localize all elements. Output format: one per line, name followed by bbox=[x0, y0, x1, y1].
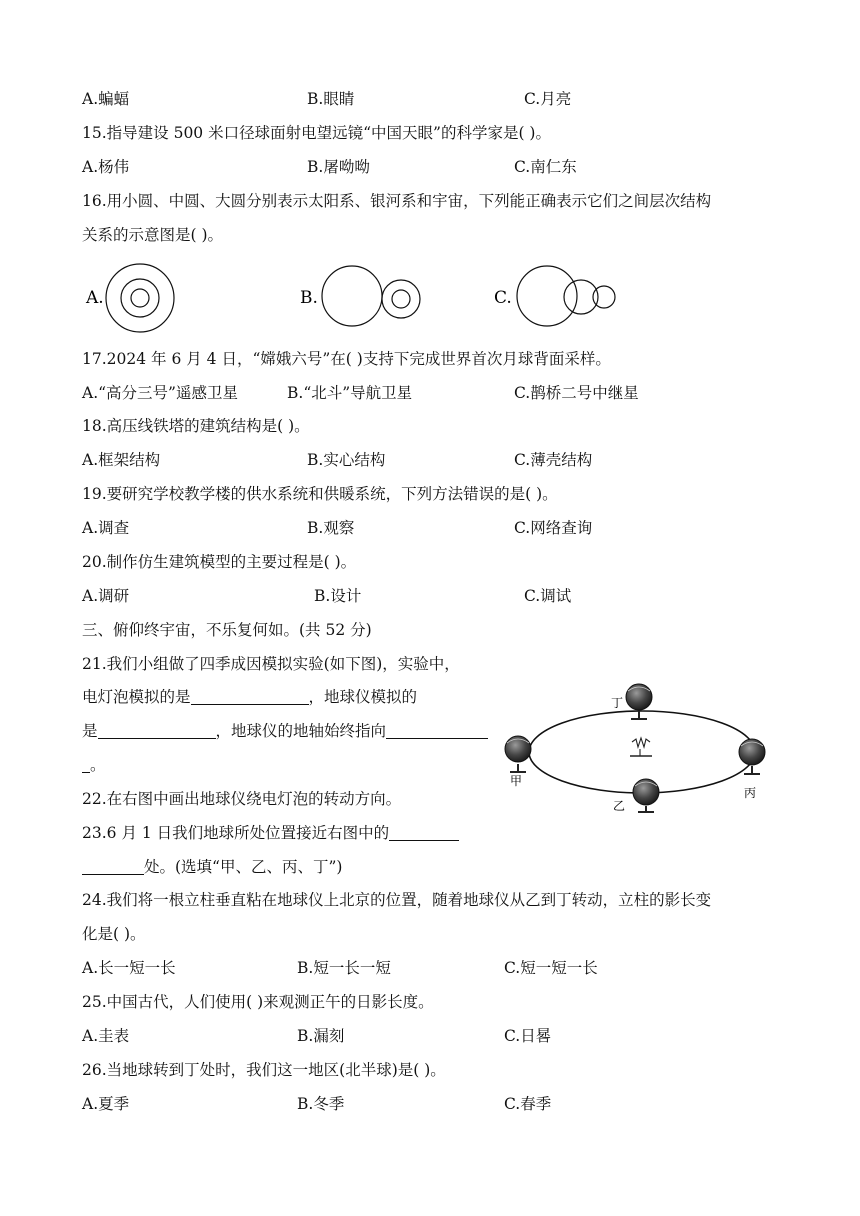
q23-blank-1[interactable] bbox=[389, 824, 459, 841]
q24-option-a: A.长一短一长 bbox=[82, 959, 176, 977]
q21-blank-1[interactable] bbox=[191, 688, 309, 705]
q15-stem: 15.指导建设 500 米口径球面射电望远镜“中国天眼”的科学家是( )。 bbox=[82, 124, 551, 142]
q21-blank-3-continued[interactable] bbox=[82, 756, 90, 773]
q14-option-c: C.月亮 bbox=[524, 90, 572, 108]
q23-line1 bbox=[82, 823, 459, 843]
q21-blank-2[interactable] bbox=[98, 722, 216, 739]
q21-text-b: ，地球仪模拟的 bbox=[308, 688, 418, 706]
q24-stem-line2: 化是( )。 bbox=[82, 925, 146, 943]
q16-option-c-circles bbox=[517, 266, 615, 326]
q19-option-b: B.观察 bbox=[307, 519, 355, 537]
q20-stem: 20.制作仿生建筑模型的主要过程是( )。 bbox=[82, 553, 357, 571]
q15-option-a: A.杨伟 bbox=[82, 158, 130, 176]
q25-stem: 25.中国古代，人们使用( )来观测正午的日影长度。 bbox=[82, 993, 434, 1011]
q19-option-c: C.网络查询 bbox=[514, 519, 593, 537]
q23-text-b: 处。(选填“甲、乙、丙、丁”) bbox=[144, 858, 343, 876]
q16-option-a-label: A. bbox=[86, 288, 104, 308]
q23-text-a: 23.6 月 1 日我们地球所处位置接近右图中的 bbox=[82, 824, 390, 842]
q25-option-a: A.圭表 bbox=[82, 1027, 130, 1045]
q18-option-b: B.实心结构 bbox=[307, 451, 386, 469]
q24-option-c: C.短一短一长 bbox=[504, 959, 598, 977]
q14-option-a: A.蝙蝠 bbox=[82, 90, 130, 108]
q25-option-c: C.日晷 bbox=[504, 1027, 552, 1045]
q21-text-a: 电灯泡模拟的是 bbox=[82, 688, 191, 706]
q21-line4 bbox=[82, 755, 106, 775]
q17-option-c: C.鹊桥二号中继星 bbox=[514, 384, 639, 402]
q22-stem: 22.在右图中画出地球仪绕电灯泡的转动方向。 bbox=[82, 790, 402, 808]
q24-stem-line1: 24.我们将一根立柱垂直粘在地球仪上北京的位置，随着地球仪从乙到丁转动，立柱的影长变 bbox=[82, 891, 712, 909]
globe-bing-icon bbox=[739, 739, 765, 774]
globe-label-bing: 丙 bbox=[744, 786, 757, 800]
q16-stem-line1: 16.用小圆、中圆、大圆分别表示太阳系、银河系和宇宙，下列能正确表示它们之间层次结构 bbox=[82, 192, 712, 210]
q16-stem-line2: 关系的示意图是( )。 bbox=[82, 226, 224, 244]
q18-option-a: A.框架结构 bbox=[82, 451, 161, 469]
q19-option-a: A.调查 bbox=[82, 519, 130, 537]
globe-label-ding: 丁 bbox=[611, 696, 624, 710]
q17-option-a: A.“高分三号”遥感卫星 bbox=[82, 384, 238, 402]
seasons-experiment-figure bbox=[500, 672, 780, 812]
q16-diagram bbox=[82, 258, 642, 338]
q26-option-c: C.春季 bbox=[504, 1095, 552, 1113]
q16-option-b-circles bbox=[322, 266, 420, 326]
q24-option-b: B.短一长一短 bbox=[297, 959, 391, 977]
q16-option-b-label: B. bbox=[300, 288, 318, 308]
q23-line2 bbox=[82, 857, 342, 877]
q26-option-a: A.夏季 bbox=[82, 1095, 130, 1113]
globe-label-jia: 甲 bbox=[510, 774, 523, 788]
q20-option-b: B.设计 bbox=[314, 587, 362, 605]
q26-option-b: B.冬季 bbox=[297, 1095, 345, 1113]
globe-ding-icon bbox=[626, 684, 652, 719]
q20-option-c: C.调试 bbox=[524, 587, 572, 605]
globe-yi-icon bbox=[633, 779, 659, 812]
q21-line3 bbox=[82, 721, 488, 741]
q18-stem: 18.高压线铁塔的建筑结构是( )。 bbox=[82, 417, 310, 435]
light-bulb-icon bbox=[630, 738, 652, 756]
globe-label-yi: 乙 bbox=[613, 799, 626, 813]
q15-option-b: B.屠呦呦 bbox=[307, 158, 370, 176]
q21-text-e: 。 bbox=[90, 756, 106, 774]
q16-option-a-circles bbox=[106, 264, 174, 332]
q21-blank-3[interactable] bbox=[386, 722, 488, 739]
q17-stem: 17.2024 年 6 月 4 日，“嫦娥六号”在( )支持下完成世界首次月球背面采样。 bbox=[82, 350, 611, 368]
globe-jia-icon bbox=[505, 736, 531, 772]
section-3-title: 三、俯仰终宇宙，不乐复何如。(共 52 分) bbox=[82, 621, 372, 639]
q17-option-b: B.“北斗”导航卫星 bbox=[287, 384, 413, 402]
q19-stem: 19.要研究学校教学楼的供水系统和供暖系统，下列方法错误的是( )。 bbox=[82, 485, 558, 503]
q15-option-c: C.南仁东 bbox=[514, 158, 577, 176]
q21-text-d: ，地球仪的地轴始终指向 bbox=[215, 722, 387, 740]
q26-stem: 26.当地球转到丁处时，我们这一地区(北半球)是( )。 bbox=[82, 1061, 446, 1079]
q21-text-c: 是 bbox=[82, 722, 98, 740]
q21-line1: 21.我们小组做了四季成因模拟实验(如下图)，实验中， bbox=[82, 655, 460, 673]
q25-option-b: B.漏刻 bbox=[297, 1027, 345, 1045]
q20-option-a: A.调研 bbox=[82, 587, 130, 605]
q16-option-c-label: C. bbox=[494, 288, 512, 308]
q21-line2 bbox=[82, 687, 417, 707]
q23-blank-1-continued[interactable] bbox=[82, 858, 144, 875]
q18-option-c: C.薄壳结构 bbox=[514, 451, 593, 469]
q14-option-b: B.眼睛 bbox=[307, 90, 355, 108]
